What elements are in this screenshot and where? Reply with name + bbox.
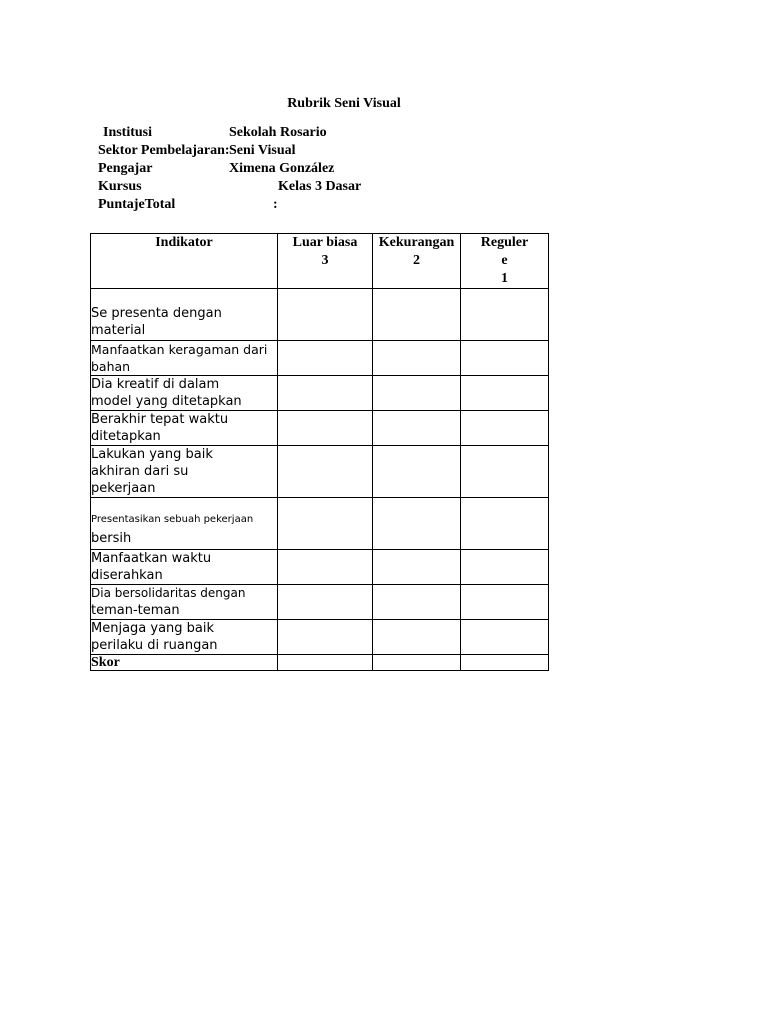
score-cell <box>278 620 373 655</box>
indicator-cell <box>91 446 278 498</box>
indicator-line: pekerjaan <box>91 481 156 496</box>
score-cell <box>373 411 461 446</box>
indicator-cell <box>91 585 278 620</box>
score-cell <box>278 498 373 550</box>
table-row <box>91 411 549 446</box>
score-cell <box>461 620 549 655</box>
indicator-cell <box>91 498 278 550</box>
info-label: Pengajar <box>98 161 153 176</box>
indicator-line: Dia bersolidaritas dengan <box>91 586 246 600</box>
score-cell <box>461 341 549 376</box>
table-row <box>91 550 549 585</box>
indicator-line: Manfaatkan keragaman dari <box>91 342 268 357</box>
score-cell <box>461 655 549 671</box>
score-cell <box>373 341 461 376</box>
indicator-line: diserahkan <box>91 568 163 583</box>
header-luar-biasa <box>278 234 373 289</box>
info-label: Sektor Pembelajaran: <box>98 143 230 158</box>
info-label: Kursus <box>98 179 142 194</box>
indicator-line: Lakukan yang baik <box>91 447 213 462</box>
table-row <box>91 289 549 341</box>
rubric-table <box>90 233 549 671</box>
indicator-cell <box>91 341 278 376</box>
indicator-line: perilaku di ruangan <box>91 638 218 653</box>
info-value: Kelas 3 Dasar <box>278 179 362 194</box>
header-line: e <box>501 253 508 268</box>
indicator-line: Manfaatkan waktu <box>91 551 212 566</box>
score-cell <box>461 376 549 411</box>
table-row <box>91 498 549 550</box>
score-cell <box>278 446 373 498</box>
indicator-line: Presentasikan sebuah pekerjaan <box>91 514 254 525</box>
header-reguler <box>461 234 549 289</box>
score-cell <box>278 341 373 376</box>
table-row <box>91 620 549 655</box>
score-cell <box>278 655 373 671</box>
info-value: Seni Visual <box>229 143 296 158</box>
score-cell <box>461 411 549 446</box>
indicator-line: ditetapkan <box>91 429 161 444</box>
indicator-cell <box>91 376 278 411</box>
score-cell <box>461 550 549 585</box>
document-title: Rubrik Seni Visual <box>287 96 401 111</box>
header-kekurangan <box>373 234 461 289</box>
indicator-line: model yang ditetapkan <box>91 394 242 409</box>
header-line: 3 <box>321 253 329 268</box>
indicator-cell <box>91 550 278 585</box>
info-value: : <box>273 197 278 212</box>
score-cell <box>373 376 461 411</box>
score-cell <box>461 498 549 550</box>
score-cell <box>278 550 373 585</box>
skor-label: Skor <box>91 655 278 671</box>
header-line: Luar biasa <box>292 235 358 250</box>
indicator-line: Berakhir tepat waktu <box>91 412 229 427</box>
header-line: Indikator <box>155 235 213 250</box>
header-line: 2 <box>413 253 420 268</box>
indicator-line: teman-teman <box>91 603 180 618</box>
indicator-line: Dia kreatif di dalam <box>91 377 220 392</box>
score-cell <box>278 289 373 341</box>
indicator-cell <box>91 289 278 341</box>
indicator-line: bersih <box>91 531 132 546</box>
indicator-line: Menjaga yang baik <box>91 621 215 636</box>
indicator-line: material <box>91 323 146 338</box>
score-cell <box>373 585 461 620</box>
score-cell <box>278 411 373 446</box>
indicator-cell <box>91 411 278 446</box>
header-line: Kekurangan <box>378 235 455 250</box>
score-cell <box>373 289 461 341</box>
header-row <box>91 234 549 289</box>
score-cell <box>461 289 549 341</box>
indicator-line: Se presenta dengan <box>91 306 222 321</box>
score-cell <box>461 585 549 620</box>
info-label: Institusi <box>103 125 153 140</box>
info-value: Sekolah Rosario <box>229 125 327 140</box>
info-value: Ximena González <box>229 161 335 176</box>
indicator-cell <box>91 620 278 655</box>
header-indikator <box>91 234 278 289</box>
table-row <box>91 341 549 376</box>
score-cell <box>373 620 461 655</box>
table-row <box>91 376 549 411</box>
info-label: PuntajeTotal <box>98 197 176 212</box>
score-cell <box>278 585 373 620</box>
indicator-line: bahan <box>91 359 131 374</box>
score-cell <box>461 446 549 498</box>
score-cell <box>278 376 373 411</box>
score-cell <box>373 446 461 498</box>
indicator-line: akhiran dari su <box>91 464 189 479</box>
footer-row <box>91 655 549 671</box>
header-line: 1 <box>501 271 508 286</box>
table-row <box>91 446 549 498</box>
table-row <box>91 585 549 620</box>
score-cell <box>373 655 461 671</box>
score-cell <box>373 550 461 585</box>
header-line: Reguler <box>480 235 529 250</box>
score-cell <box>373 498 461 550</box>
